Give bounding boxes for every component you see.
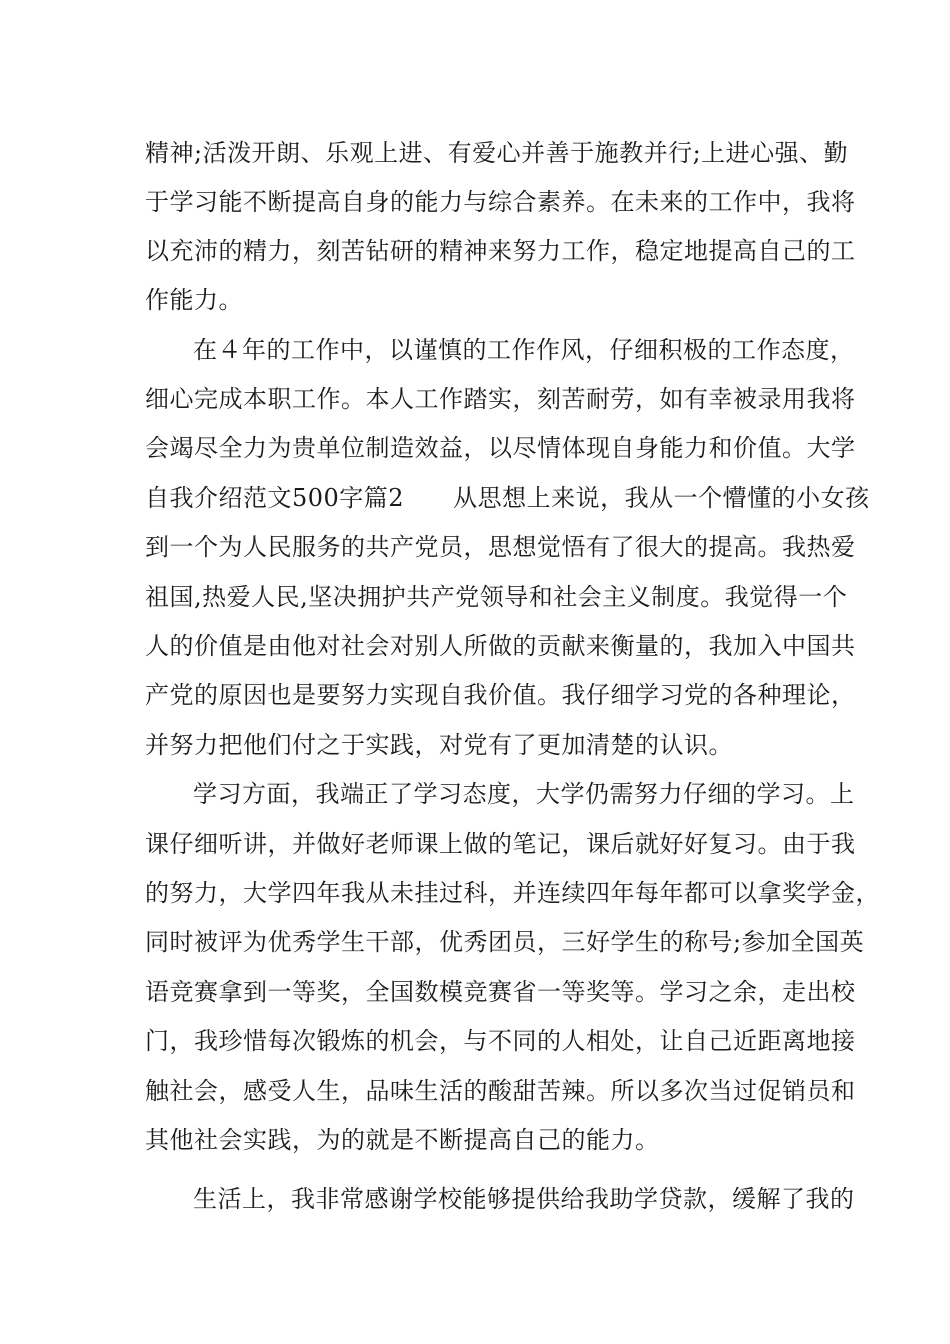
text-line: 门，我珍惜每次锻炼的机会，与不同的人相处，让自己近距离地接 (145, 1027, 856, 1055)
text-line: 作能力。 (145, 286, 243, 314)
text-line: 同时被评为优秀学生干部，优秀团员，三好学生的称号;参加全国英 (145, 928, 865, 956)
text-line: 产党的原因也是要努力实现自我价值。我仔细学习党的各种理论， (145, 681, 856, 709)
text-line: 课仔细听讲，并做好老师课上做的笔记，课后就好好复习。由于我 (145, 830, 856, 858)
text-line: 触社会，感受人生，品味生活的酸甜苦辣。所以多次当过促销员和 (145, 1077, 856, 1105)
text-line: 祖国,热爱人民,坚决拥护共产党领导和社会主义制度。我觉得一个 (145, 583, 848, 611)
text-line: 语竞赛拿到一等奖，全国数模竞赛省一等奖等。学习之余，走出校 (145, 978, 856, 1006)
paragraph-first-line: 在４年的工作中，以谨慎的工作作风，仔细积极的工作态度， (193, 336, 855, 364)
text-line: 以充沛的精力，刻苦钻研的精神来努力工作，稳定地提高自己的工 (145, 237, 856, 265)
text-line: 人的价值是由他对社会对别人所做的贡献来衡量的，我加入中国共 (145, 632, 856, 660)
paragraph-first-line: 学习方面，我端正了学习态度，大学仍需努力仔细的学习。上 (193, 780, 855, 808)
text-line: 细心完成本职工作。本人工作踏实，刻苦耐劳，如有幸被录用我将 (145, 385, 856, 413)
text-line: 并努力把他们付之于实践，对党有了更加清楚的认识。 (145, 731, 733, 759)
text-line: 的努力，大学四年我从未挂过科，并连续四年每年都可以拿奖学金， (145, 879, 880, 907)
text-line: 自我介绍范文500字篇2 从思想上来说，我从一个懵懂的小女孩 (145, 484, 870, 512)
text-line: 精神;活泼开朗、乐观上进、有爱心并善于施教并行;上进心强、勤 (145, 139, 849, 167)
paragraph-first-line: 生活上，我非常感谢学校能够提供给我助学贷款，缓解了我的 (193, 1185, 855, 1213)
text-line: 会竭尽全力为贵单位制造效益，以尽情体现自身能力和价值。大学 (145, 434, 856, 462)
text-line: 到一个为人民服务的共产党员，思想觉悟有了很大的提高。我热爱 (145, 533, 856, 561)
text-line: 于学习能不断提高自身的能力与综合素养。在未来的工作中，我将 (145, 188, 856, 216)
text-line: 其他社会实践，为的就是不断提高自己的能力。 (145, 1126, 660, 1154)
